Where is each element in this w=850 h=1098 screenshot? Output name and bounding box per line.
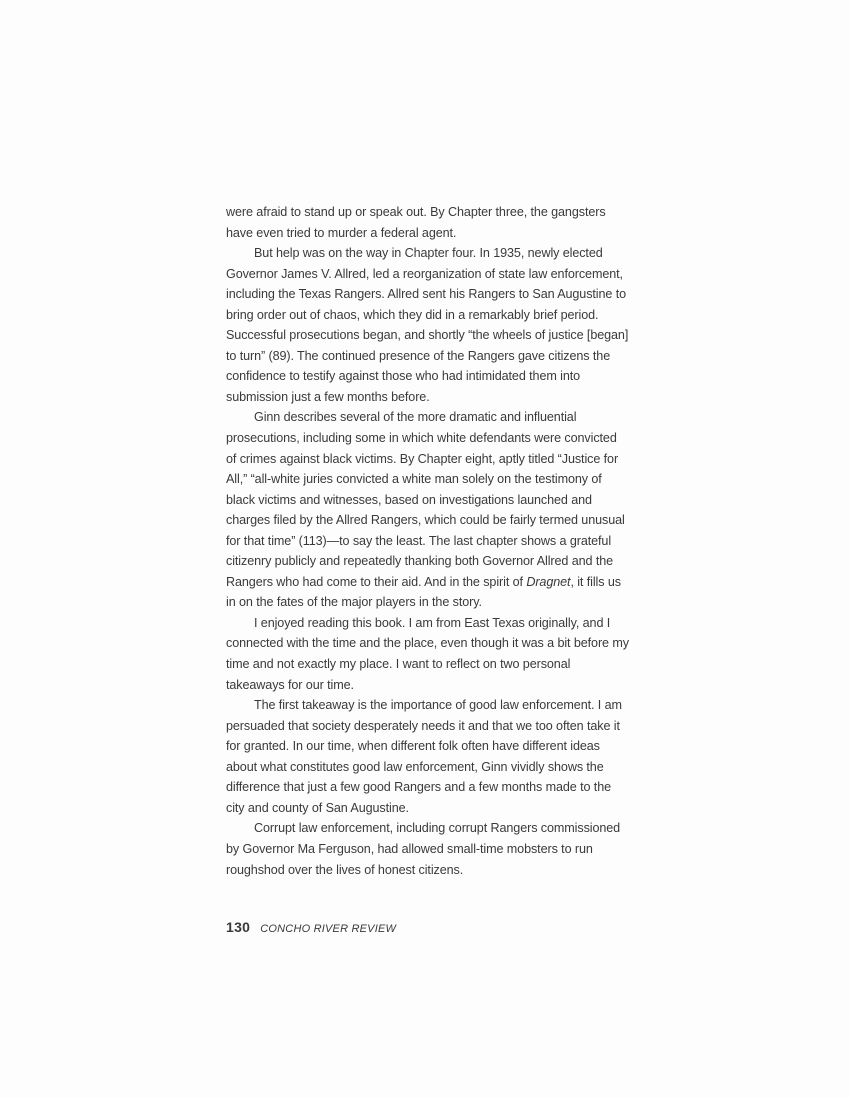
dragnet-title: Dragnet: [526, 574, 571, 589]
paragraph-4: I enjoyed reading this book. I am from East Texas originally, and I connected with the time and the place, even though it was a bit before my time and not exactly my place. I want to reflect on two personal takeaways for our time.: [226, 615, 629, 692]
paragraph-3: [226, 407, 630, 612]
paragraph-6: Corrupt law enforcement, including corrupt Rangers commissioned by Governor Ma Ferguson, had allowed small-time mobsters to run roughshod over the lives of honest citizens.: [226, 821, 621, 877]
page-number: 130: [226, 919, 251, 935]
paragraph-3-text-b: , it fills us in on the fates of the major players in the story.: [226, 574, 621, 610]
paragraph-3-text-a: Ginn describes several of the more dramatic and influential prosecutions, including some in which white defendants were convicted of crimes against black victims. By Chapter eight, aptly titled “Justice for All,” “all-white juries convicted a white man solely on the testimony of black victims and witnesses, based on investigations launched and charges filed by the Allred Rangers, which could be fairly termed unusual for that time” (113)—to say the least. The last chapter shows a grateful citizenry publicly and repeatedly thanking both Governor Allred and the Rangers who had come to their aid. And in the spirit of: [226, 410, 625, 589]
journal-name: CONCHO RIVER REVIEW: [260, 923, 397, 935]
body-text: [226, 202, 630, 880]
paragraph-5: The first takeaway is the importance of good law enforcement. I am persuaded that society desperately needs it and that we too often take it for granted. In our time, when different folk often have different ideas about what constitutes good law enforcement, Ginn vividly shows the difference that just a few good Rangers and a few months made to the city and county of San Augustine.: [226, 698, 622, 815]
paragraph-2: But help was on the way in Chapter four. In 1935, newly elected Governor James V. Allred, led a reorganization of state law enforcement, including the Texas Rangers. Allred sent his Rangers to San Augustine to bring order out of chaos, which they did in a remarkably brief period. Successful prosecutions began, and shortly “the wheels of justice [began] to turn” (89). The continued presence of the Rangers gave citizens the confidence to testify against those who had intimidated them into submission just a few months before.: [226, 246, 629, 404]
paragraph-1: were afraid to stand up or speak out. By Chapter three, the gangsters have even tried to murder a federal agent.: [226, 205, 606, 240]
page-footer: [226, 919, 396, 937]
